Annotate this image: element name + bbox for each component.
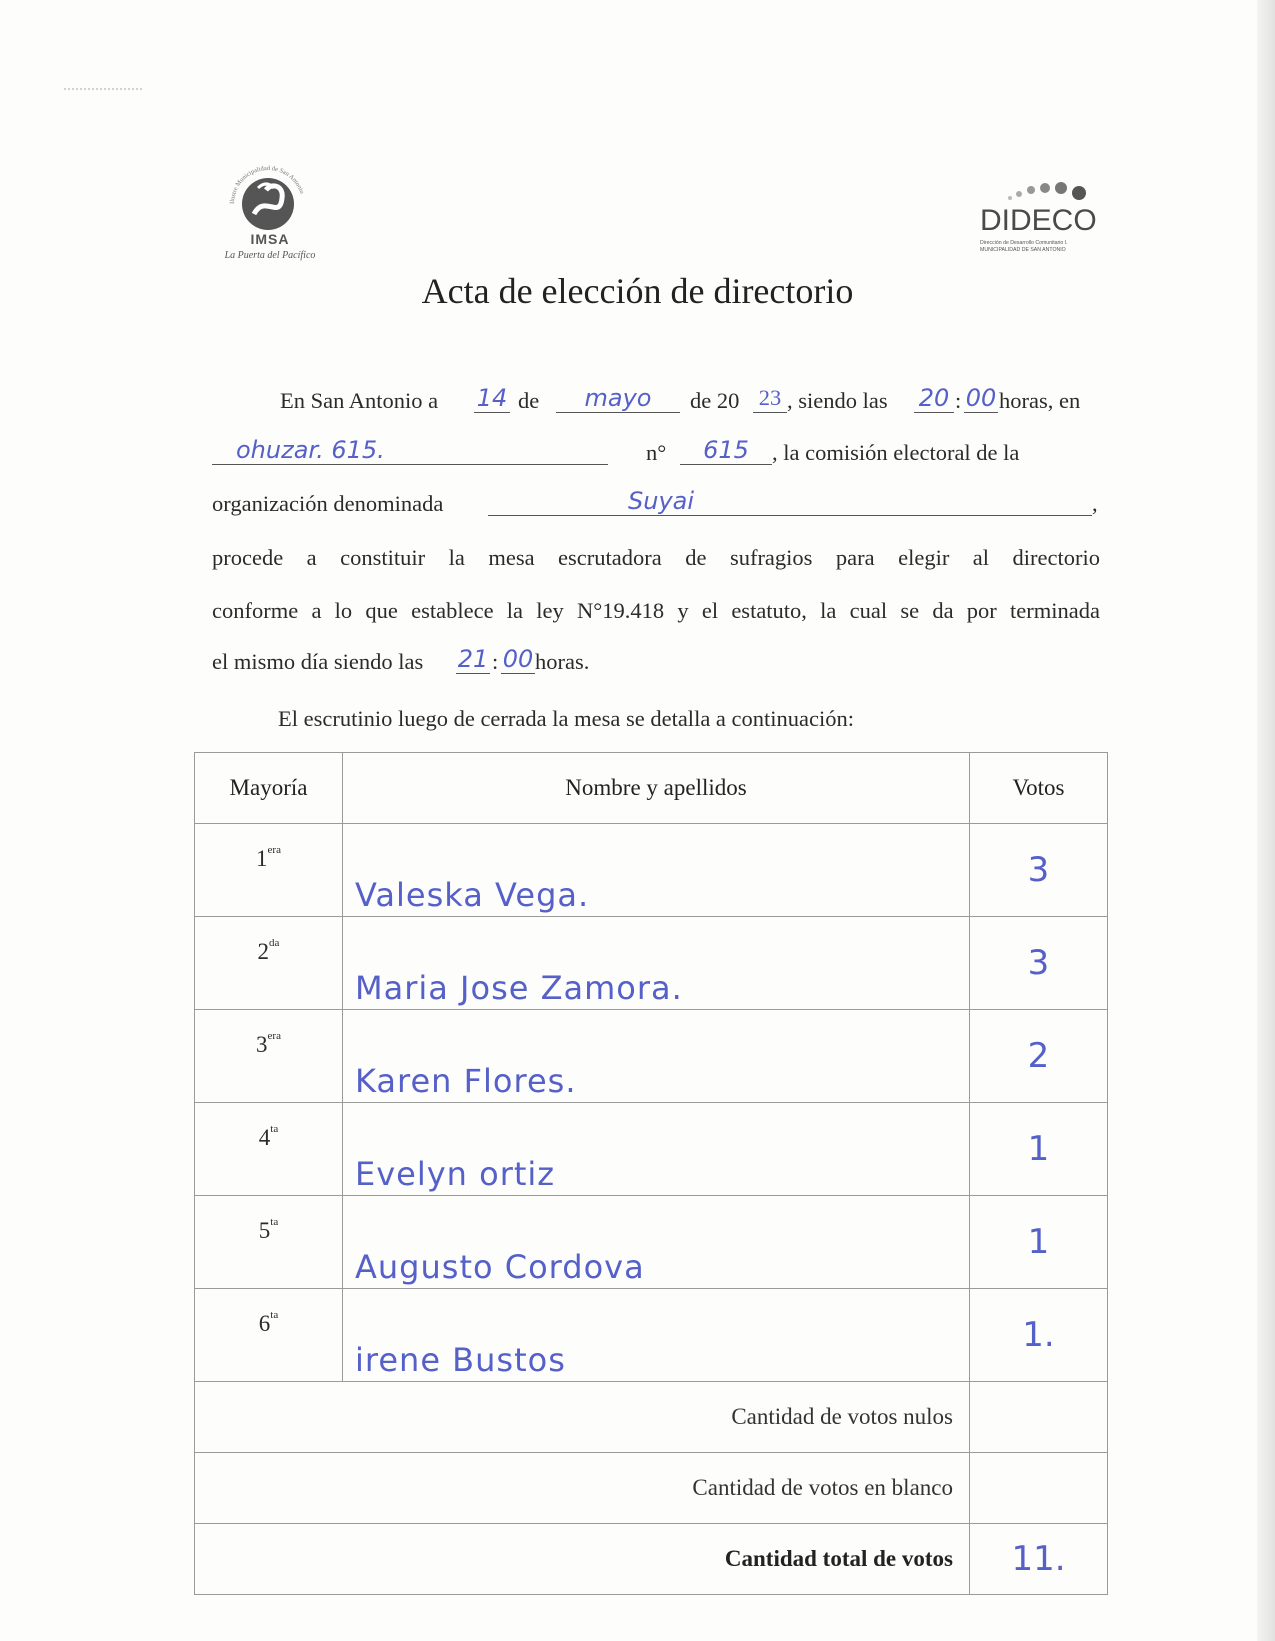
text-de: de xyxy=(518,388,540,413)
vote-count: 2 xyxy=(970,1010,1108,1103)
scan-page-edge xyxy=(1257,0,1275,1641)
blank-votes-label: Cantidad de votos en blanco xyxy=(195,1453,970,1524)
rank-cell: $2^{da}$ xyxy=(195,917,343,1010)
paragraph-line-5: conforme a lo que establece la ley N°19.418 y el estatuto, la cual se da por terminada xyxy=(212,598,1100,623)
dideco-subtitle: Dirección de Desarrollo Comunitario I. MUNICIPALIDAD DE SAN ANTONIO xyxy=(980,240,1068,253)
table-row xyxy=(195,1289,1108,1382)
end-hour-field: 21 xyxy=(457,645,489,673)
year-field: 23 xyxy=(753,384,787,413)
imsa-ring-text: Ilustre Municipalidad de San Antonio xyxy=(228,164,306,205)
vote-count: 1. xyxy=(970,1289,1108,1382)
paragraph-line-7: El escrutinio luego de cerrada la mesa se detalla a continuación: xyxy=(278,706,855,731)
vote-count: 1 xyxy=(970,1196,1108,1289)
header-name: Nombre y apellidos xyxy=(343,753,970,824)
imsa-tagline: La Puerta del Pacífico xyxy=(224,250,316,261)
text-intro: En San Antonio a xyxy=(280,388,439,413)
rank-cell: $3^{era}$ xyxy=(195,1010,343,1103)
dideco-dots-icon xyxy=(1004,180,1094,204)
blank-votes-row xyxy=(195,1453,1108,1524)
header-votes: Votos xyxy=(970,753,1108,824)
rank-cell: $4^{ta}$ xyxy=(195,1103,343,1196)
total-votes-row xyxy=(195,1524,1108,1595)
imsa-logo xyxy=(214,158,326,266)
text-horas-en: horas, en xyxy=(999,388,1081,413)
table-row xyxy=(195,824,1108,917)
end-minute-field: 00 xyxy=(502,645,534,673)
paragraph-line-6 xyxy=(212,645,1100,679)
table-row xyxy=(195,1196,1108,1289)
rank-cell: $6^{ta}$ xyxy=(195,1289,343,1382)
candidate-name: irene Bustos xyxy=(343,1289,970,1382)
text-colon-2: : xyxy=(492,649,499,674)
text-comision: , la comisión electoral de la xyxy=(772,440,1020,465)
day-field: 14 xyxy=(474,384,510,413)
vote-count: 3 xyxy=(970,824,1108,917)
dideco-logo xyxy=(976,180,1097,262)
vote-count: 3 xyxy=(970,917,1108,1010)
text-horas-end: horas. xyxy=(535,649,590,674)
null-votes-value xyxy=(970,1382,1108,1453)
text-mismo-dia: el mismo día siendo las xyxy=(212,649,424,674)
organization-name-field: Suyai xyxy=(488,487,1092,516)
total-votes-label: Cantidad total de votos xyxy=(195,1524,970,1595)
text-comma: , xyxy=(1092,491,1098,516)
paragraph-line-1 xyxy=(212,384,1100,418)
place-field: ohuzar. 615. xyxy=(212,436,608,465)
paragraph-line-4: procede a constituir la mesa escrutadora de sufragios para elegir al directorio xyxy=(212,545,1100,570)
paragraph-line-2 xyxy=(212,436,1100,470)
total-votes-value: 11. xyxy=(970,1524,1108,1595)
text-colon-1: : xyxy=(955,388,962,413)
table-row xyxy=(195,1103,1108,1196)
results-table xyxy=(194,752,1108,1595)
text-year-prefix: de 20 xyxy=(690,388,740,413)
place-number-field: 615 xyxy=(680,436,772,465)
candidate-name: Karen Flores. xyxy=(343,1010,970,1103)
table-row xyxy=(195,917,1108,1010)
null-votes-row xyxy=(195,1382,1108,1453)
rank-cell: $5^{ta}$ xyxy=(195,1196,343,1289)
candidate-name: Augusto Cordova xyxy=(343,1196,970,1289)
month-field: mayo xyxy=(556,384,680,413)
header-rank: Mayoría xyxy=(195,753,343,824)
text-number-label: n° xyxy=(646,440,667,465)
imsa-name: IMSA xyxy=(250,231,290,247)
start-hour-field: 20 xyxy=(914,384,954,413)
scan-mark xyxy=(64,78,142,90)
candidate-name: Valeska Vega. xyxy=(343,824,970,917)
start-minute-field: 00 xyxy=(965,384,997,412)
page-title: Acta de elección de directorio xyxy=(421,271,854,311)
text-siendo: , siendo las xyxy=(787,388,888,413)
null-votes-label: Cantidad de votos nulos xyxy=(195,1382,970,1453)
blank-votes-value xyxy=(970,1453,1108,1524)
table-row xyxy=(195,1010,1108,1103)
candidate-name: Evelyn ortiz xyxy=(343,1103,970,1196)
text-organizacion: organización denominada xyxy=(212,491,444,516)
paragraph-line-3 xyxy=(212,487,1100,521)
table-header-row xyxy=(195,753,1108,824)
dideco-name: DIDECO xyxy=(980,204,1097,237)
vote-count: 1 xyxy=(970,1103,1108,1196)
candidate-name: Maria Jose Zamora. xyxy=(343,917,970,1010)
rank-cell: $1^{era}$ xyxy=(195,824,343,917)
